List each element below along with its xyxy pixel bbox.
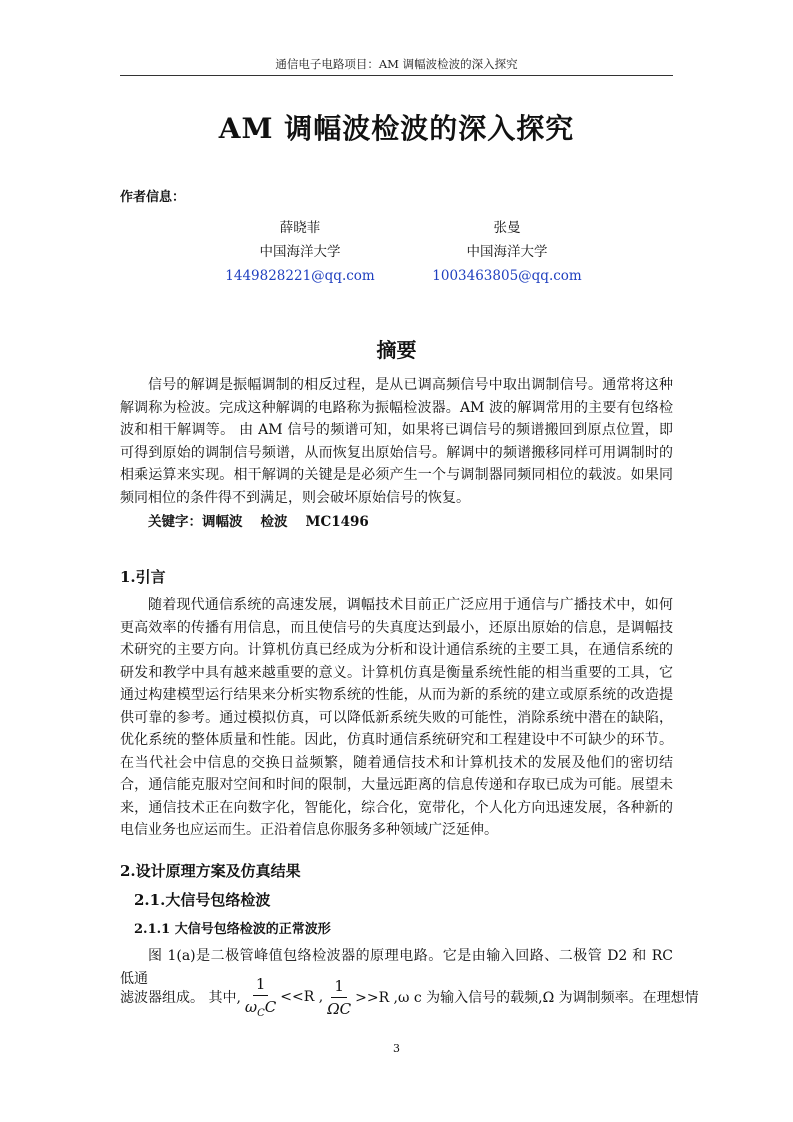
header-rule: [120, 75, 673, 76]
keyword: 调幅波: [202, 514, 243, 530]
document-title: AM 调幅波检波的深入探究: [218, 112, 575, 145]
subsubsection-heading: 2.1.1 大信号包络检波的正常波形: [134, 922, 331, 937]
author-block-1: [200, 216, 400, 288]
fraction-1-over-omega-c: [327, 977, 351, 1018]
formula-middle: <<R ,: [280, 989, 324, 1005]
figure-description: 图 1(a)是二极管峰值包络检波器的原理电路。它是由输入回路、二极管 D2 和 RC 低通: [120, 948, 673, 987]
keyword: 检波: [260, 514, 288, 530]
fraction-1-over-omega-c-c: [245, 975, 276, 1019]
fraction-numerator: 1: [331, 977, 347, 998]
abstract-body: 信号的解调是振幅调制的相反过程，是从已调高频信号中取出调制信号。通常将这种解调称为检波。完成这种解调的电路称为振幅检波器。AM 波的解调常用的主要有包络检波和相干解调等。 由 AM 信号的频谱可知，如果将已调信号的频谱搬回到原点位置，即可得到原始的调制信号频谱，从而恢复出原始信号。解调中的频谱搬移同样可用调制时的相乘运算来实现。相干解调的关键是是必须产生一个与调制器同频同相位的载波。如果同频同相位的条件得不到满足，则会破坏原始信号的恢复。: [120, 377, 673, 506]
author-affiliation: 中国海洋大学: [466, 244, 548, 260]
formula-suffix: >>R ,ω c 为输入信号的载频,Ω 为调制频率。在理想情: [355, 990, 699, 1006]
running-header: 通信电子电路项目：AM 调幅波检波的深入探究: [275, 57, 518, 71]
author-info-heading: 作者信息：: [120, 190, 186, 205]
subsection-heading: 2.1.大信号包络检波: [134, 891, 271, 909]
fraction-denominator: ΩC: [327, 999, 352, 1018]
fraction-denominator: $\omega_CC$: [244, 998, 277, 1019]
section-heading-intro: 1.引言: [120, 568, 166, 586]
author-name: 张曼: [493, 220, 521, 236]
author-name: 薛晓菲: [279, 220, 321, 236]
section-heading-design: 2.设计原理方案及仿真结果: [120, 862, 301, 880]
author-affiliation: 中国海洋大学: [259, 244, 341, 260]
author-email-link[interactable]: 1003463805@qq.com: [432, 268, 582, 284]
fraction-numerator: 1: [253, 975, 269, 996]
author-block-2: [407, 216, 607, 288]
formula-line: [120, 975, 699, 1019]
formula-prefix: 滤波器组成。 其中,: [120, 990, 241, 1006]
keyword: MC1496: [305, 514, 369, 530]
page-number: 3: [393, 1042, 400, 1055]
intro-body: 随着现代通信系统的高速发展，调幅技术目前正广泛应用于通信与广播技术中，如何更高效率的传播有用信息，而且使信号的失真度达到最小，还原出原始的信息，是调幅技术研究的主要方向。计算机仿真已经成为分析和设计通信系统的主要工具，在通信系统的研发和教学中具有越来越重要的意义。计算机仿真是衡量系统性能的相当重要的工具，它通过构建模型运行结果来分析实物系统的性能，从而为新的系统的建立或原系统的改造提供可靠的参考。通过模拟仿真，可以降低新系统失败的可能性，消除系统中潜在的缺陷，优化系统的整体质量和性能。因此，仿真时通信系统研究和工程建设中不可缺少的环节。在当代社会中信息的交换日益频繁，随着通信技术和计算机技术的发展及他们的密切结合，通信能克服对空间和时间的限制，大量远距离的信息传递和存取已成为可能。展望未来，通信技术正在向数字化，智能化，综合化，宽带化，个人化方向迅速发展，各种新的电信业务也应运而生。正沿着信息你服务多种领域广泛延伸。: [120, 597, 673, 838]
abstract-heading: 摘要: [376, 338, 417, 362]
keywords-line: [148, 510, 387, 530]
keywords-label: 关键字：: [148, 514, 202, 530]
author-email-link[interactable]: 1449828221@qq.com: [225, 268, 375, 284]
